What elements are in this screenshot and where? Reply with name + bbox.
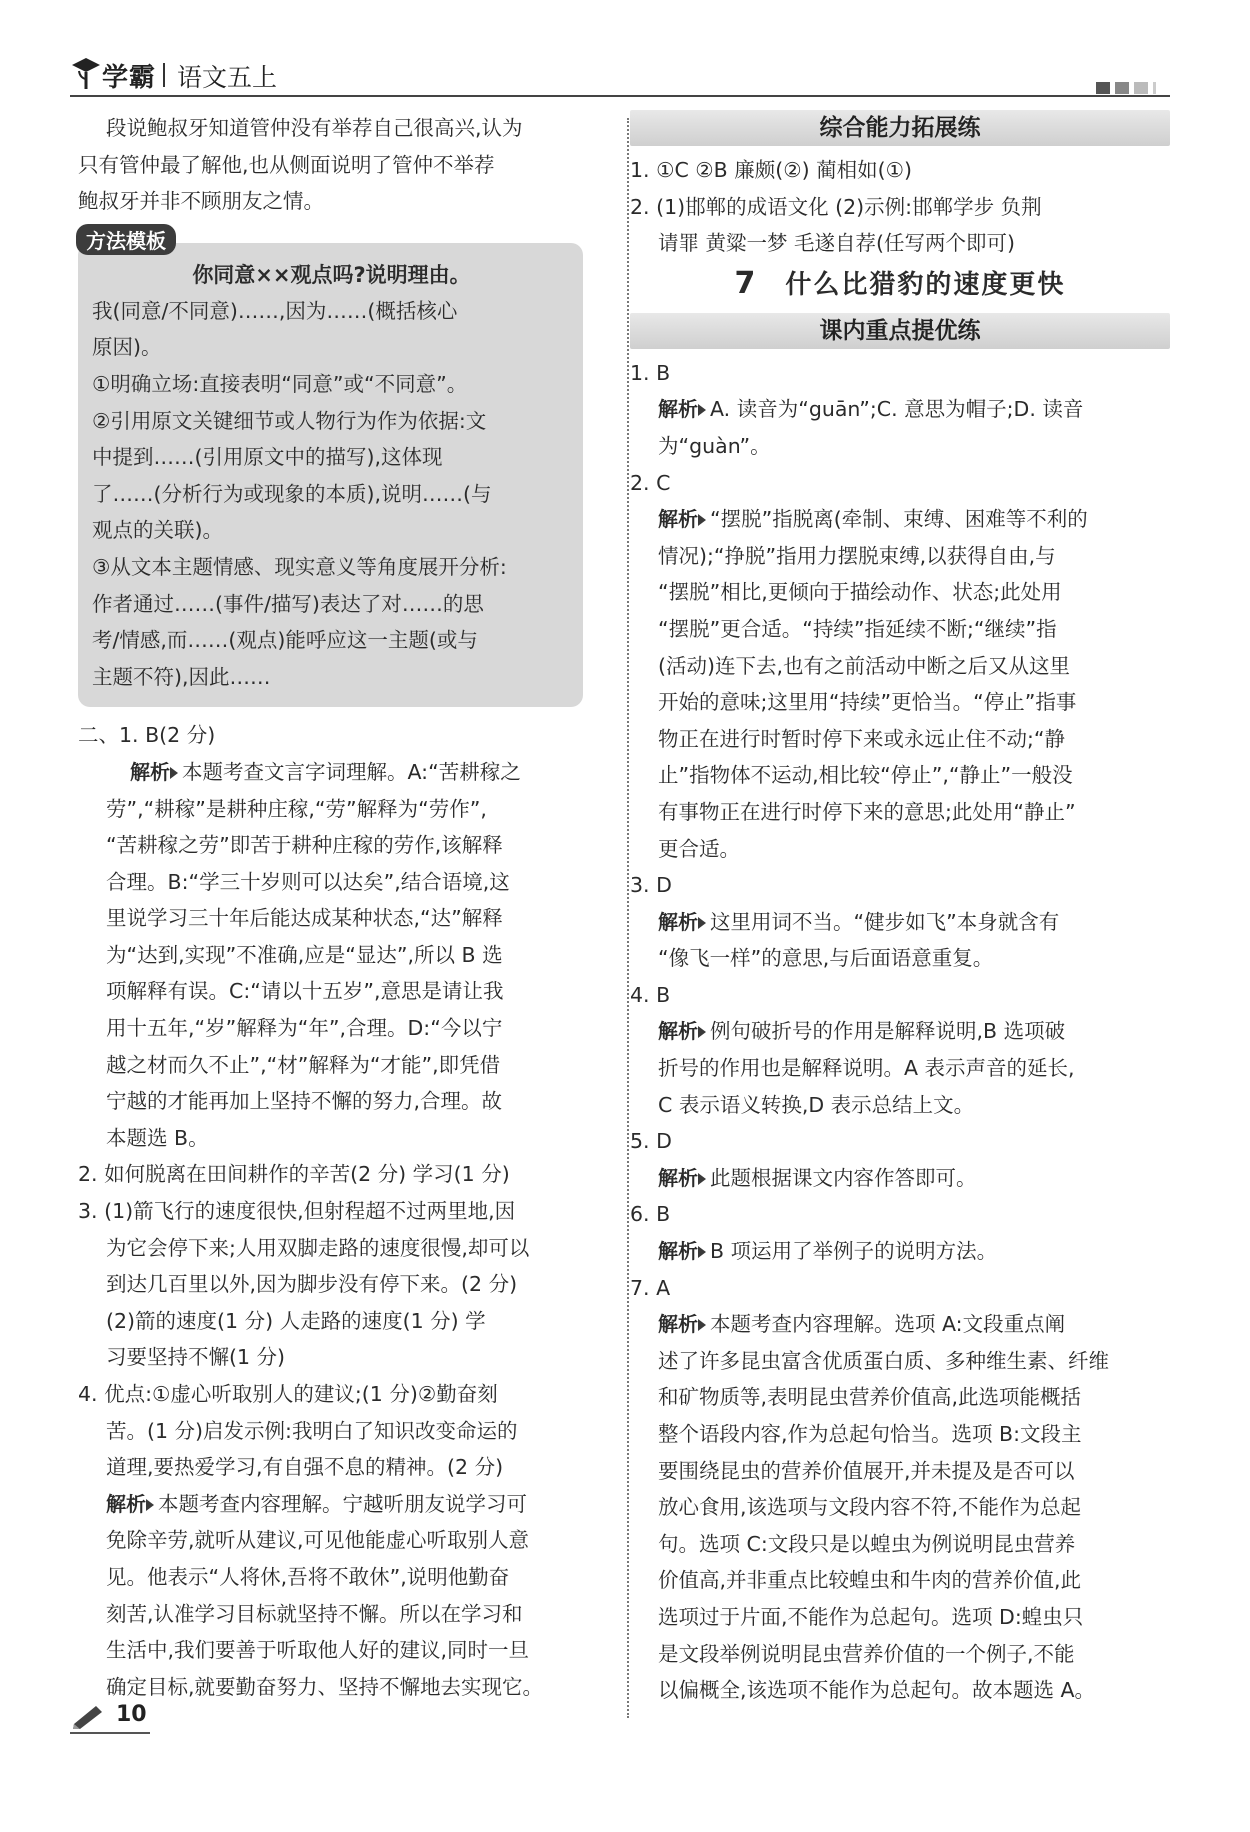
analysis-label: 解析 xyxy=(106,1491,146,1516)
analysis-line: 本题选 B。 xyxy=(106,1125,209,1150)
method-line: 我(同意/不同意)……,因为……(概括核心 xyxy=(92,298,458,323)
method-line: ②引用原文关键细节或人物行为作为依据:文 xyxy=(92,408,487,433)
answer-q2-3-line: 为它会停下来;人用双脚走路的速度很慢,却可以 xyxy=(106,1235,530,1260)
analysis-label: 解析 xyxy=(658,1019,698,1044)
analysis-line: “摆脱”更合适。“持续”指延续不断;“继续”指 xyxy=(658,616,1057,641)
method-template xyxy=(78,224,608,708)
answer-item: 4. B xyxy=(630,982,671,1007)
analysis-line: 解析 此题根据课文内容作答即可。 xyxy=(658,1165,977,1190)
analysis-line: 解析 “摆脱”指脱离(牵制、束缚、困难等不利的 xyxy=(658,507,1088,532)
answer-s1-q1: 1. ①C ②B 廉颇(②) 蔺相如(①) xyxy=(630,158,913,182)
analysis-line: “摆脱”相比,更倾向于描绘动作、状态;此处用 xyxy=(658,580,1062,605)
section-header-key-points: 课内重点提优练 xyxy=(630,313,1170,349)
analysis-line: 解析 本题考查内容理解。宁越听朋友说学习可 xyxy=(106,1491,527,1516)
book-subject: 语文五上 xyxy=(177,63,278,92)
analysis-label: 解析 xyxy=(658,1239,698,1264)
analysis-line: 宁越的才能再加上坚持不懈的努力,合理。故 xyxy=(106,1089,503,1114)
answer-item: 6. B xyxy=(630,1202,671,1227)
method-line: 作者通过……(事件/描写)表达了对……的思 xyxy=(92,591,484,616)
answer-q2-3-line: 习要坚持不懈(1 分) xyxy=(106,1345,286,1370)
analysis-line: 合理。B:“学三十岁则可以达矣”,结合语境,这 xyxy=(106,869,510,894)
method-line: 考/情感,而……(观点)能呼应这一主题(或与 xyxy=(92,628,478,653)
answer-item: 7. A xyxy=(630,1275,671,1300)
analysis-line: 折号的作用也是解释说明。A 表示声音的延长, xyxy=(658,1056,1075,1081)
footer-rule xyxy=(70,1732,150,1734)
analysis-line: 里说学习三十年后能达成某种状态,“达”解释 xyxy=(106,906,503,931)
method-line: 观点的关联)。 xyxy=(92,518,223,543)
triangle-icon xyxy=(698,1173,706,1185)
analysis-line: “像飞一样”的意思,与后面语意重复。 xyxy=(658,946,994,971)
analysis-line: 用十五年,“岁”解释为“年”,合理。D:“今以宁 xyxy=(106,1016,503,1041)
triangle-icon xyxy=(170,767,178,779)
section-header-comprehensive: 综合能力拓展练 xyxy=(630,110,1170,146)
analysis-line: 生活中,我们要善于听取他人好的建议,同时一旦 xyxy=(106,1638,530,1663)
analysis-line: 整个语段内容,作为总起句恰当。选项 B:文段主 xyxy=(658,1422,1082,1446)
triangle-icon xyxy=(698,917,706,929)
graduation-cap-icon xyxy=(70,55,102,91)
method-line: 主题不符),因此…… xyxy=(92,664,271,689)
intro-line: 只有管仲最了解他,也从侧面说明了管仲不举荐 xyxy=(78,152,495,177)
analysis-line: 选项过于片面,不能作为总起句。选项 D:蝗虫只 xyxy=(658,1604,1084,1629)
answer-s1-q2-line: 2. (1)邯郸的成语文化 (2)示例:邯郸学步 负荆 xyxy=(630,194,1042,219)
analysis-label: 解析 xyxy=(658,507,698,532)
analysis-line: 物正在进行时暂时停下来或永远止住不动;“静 xyxy=(658,726,1066,751)
analysis-line: 开始的意味;这里用“持续”更恰当。“停止”指事 xyxy=(658,690,1077,715)
analysis-line: 述了许多昆虫富含优质蛋白质、多种维生素、纤维 xyxy=(658,1348,1109,1373)
brand-name: 学霸 xyxy=(102,63,157,93)
triangle-icon xyxy=(698,1319,706,1331)
analysis-line: 有事物正在进行时停下来的意思;此处用“静止” xyxy=(658,799,1076,824)
method-line: ①明确立场:直接表明“同意”或“不同意”。 xyxy=(92,371,468,396)
analysis-line: 解析 本题考查内容理解。选项 A:文段重点阐 xyxy=(658,1312,1066,1337)
analysis-label: 解析 xyxy=(130,759,170,784)
analysis-line: 解析 例句破折号的作用是解释说明,B 选项破 xyxy=(658,1019,1066,1044)
analysis-label: 解析 xyxy=(658,397,698,422)
intro-line: 段说鲍叔牙知道管仲没有举荐自己很高兴,认为 xyxy=(106,116,523,140)
right-column xyxy=(630,110,1170,1709)
analysis-line: 放心食用,该选项与文段内容不符,不能作为总起 xyxy=(658,1495,1082,1520)
analysis-line: 劳”,“耕稼”是耕种庄稼,“劳”解释为“劳作”, xyxy=(106,796,487,821)
analysis-line: 情况);“挣脱”指用力摆脱束缚,以获得自由,与 xyxy=(658,543,1056,568)
analysis-line: 解析 这里用词不当。“健步如飞”本身就含有 xyxy=(658,909,1060,934)
header-rule xyxy=(70,95,1170,97)
page-header xyxy=(70,55,1170,97)
analysis-label: 解析 xyxy=(658,1312,698,1337)
pencil-icon xyxy=(70,1702,108,1730)
analysis-line: 刻苦,认准学习目标就坚持不懈。所以在学习和 xyxy=(106,1601,523,1626)
analysis-line: 句。选项 C:文段只是以蝗虫为例说明昆虫营养 xyxy=(658,1531,1076,1556)
triangle-icon xyxy=(698,514,706,526)
analysis-line: 解析 A. 读音为“guān”;C. 意思为帽子;D. 读音 xyxy=(658,397,1084,422)
answer-item: 1. B xyxy=(630,360,671,385)
analysis-line: 为“达到,实现”不准确,应是“显达”,所以 B 选 xyxy=(106,942,503,967)
lesson-name: 什么比猎豹的速度更快 xyxy=(785,269,1066,300)
triangle-icon xyxy=(698,1026,706,1038)
answer-q2-3-line: (2)箭的速度(1 分) 人走路的速度(1 分) 学 xyxy=(106,1308,486,1333)
method-box xyxy=(78,243,583,708)
analysis-line: “苦耕稼之劳”即苦于耕种庄稼的劳作,该解释 xyxy=(106,833,503,858)
answer-item: 2. C xyxy=(630,470,671,495)
answer-q2-4-line: 苦。(1 分)启发示例:我明白了知识改变命运的 xyxy=(106,1418,518,1443)
lesson-title xyxy=(630,262,1170,307)
analysis-line: C 表示语义转换,D 表示总结上文。 xyxy=(658,1092,975,1117)
method-title: 你同意××观点吗?说明理由。 xyxy=(192,262,471,287)
answer-item: 5. D xyxy=(630,1129,672,1154)
answer-item: 3. D xyxy=(630,873,672,898)
analysis-line: 要围绕昆虫的营养价值展开,并未提及是否可以 xyxy=(658,1458,1075,1483)
analysis-line: 价值高,并非重点比较蝗虫和牛肉的营养价值,此 xyxy=(658,1568,1082,1593)
analysis-line: (活动)连下去,也有之前活动中断之后又从这里 xyxy=(658,653,1071,678)
answer-s1-q2-line: 请罪 黄粱一梦 毛遂自荐(任写两个即可) xyxy=(658,231,1016,256)
triangle-icon xyxy=(146,1499,154,1511)
analysis-line: 为“guàn”。 xyxy=(658,433,771,458)
header-separator xyxy=(163,63,165,87)
analysis-line: 免除辛劳,就听从建议,可见他能虚心听取别人意 xyxy=(106,1528,530,1553)
lesson-number: 7 xyxy=(734,265,758,301)
answer-q2-3-line: 3. (1)箭飞行的速度很快,但射程超不过两里地,因 xyxy=(78,1199,516,1224)
analysis-line: 和矿物质等,表明昆虫营养价值高,此选项能概括 xyxy=(658,1385,1082,1410)
method-line: 了……(分析行为或现象的本质),说明……(与 xyxy=(92,481,492,506)
triangle-icon xyxy=(698,404,706,416)
analysis-label: 解析 xyxy=(658,1165,698,1190)
analysis-label: 解析 xyxy=(658,909,698,934)
analysis-line: 确定目标,就要勤奋努力、坚持不懈地去实现它。 xyxy=(106,1674,544,1699)
analysis-line: 止”指物体不运动,相比较“停止”,“静止”一般没 xyxy=(658,763,1073,788)
analysis-line: 是文段举例说明昆虫营养价值的一个例子,不能 xyxy=(658,1641,1075,1666)
method-line: 原因)。 xyxy=(92,335,162,360)
answer-q2-4-line: 道理,要热爱学习,有自强不息的精神。(2 分) xyxy=(106,1455,504,1480)
analysis-line: 解析 B 项运用了举例子的说明方法。 xyxy=(658,1239,998,1264)
analysis-line: 更合适。 xyxy=(658,836,740,861)
answer-q2-4-line: 4. 优点:①虚心听取别人的建议;(1 分)②勤奋刻 xyxy=(78,1382,498,1406)
analysis-line: 以偏概全,该选项不能作为总起句。故本题选 A。 xyxy=(658,1678,1096,1703)
analysis-line: 越之材而久不止”,“材”解释为“才能”,即凭借 xyxy=(106,1052,501,1077)
answer-q2-2: 2. 如何脱离在田间耕作的辛苦(2 分) 学习(1 分) xyxy=(78,1162,510,1187)
answer-q2-3-line: 到达几百里以外,因为脚步没有停下来。(2 分) xyxy=(106,1272,518,1297)
answer-q2-1: 二、1. B(2 分) xyxy=(78,723,216,748)
triangle-icon xyxy=(698,1246,706,1258)
intro-line: 鲍叔牙并非不顾朋友之情。 xyxy=(78,189,324,214)
page-number: 10 xyxy=(116,1702,147,1727)
method-line: ③从文本主题情感、现实意义等角度展开分析: xyxy=(92,554,507,579)
method-label: 方法模板 xyxy=(76,224,176,255)
method-line: 中提到……(引用原文中的描写),这体现 xyxy=(92,445,443,470)
answer-list xyxy=(630,355,1170,1709)
analysis-line: 项解释有误。C:“请以十五岁”,意思是请让我 xyxy=(106,979,504,1004)
analysis-line: 见。他表示“人将休,吾将不敢休”,说明他勤奋 xyxy=(106,1564,510,1589)
column-divider xyxy=(627,118,629,1718)
left-column xyxy=(78,110,608,1705)
analysis-line: 解析 本题考查文言字词理解。A:“苦耕稼之 xyxy=(130,759,521,784)
